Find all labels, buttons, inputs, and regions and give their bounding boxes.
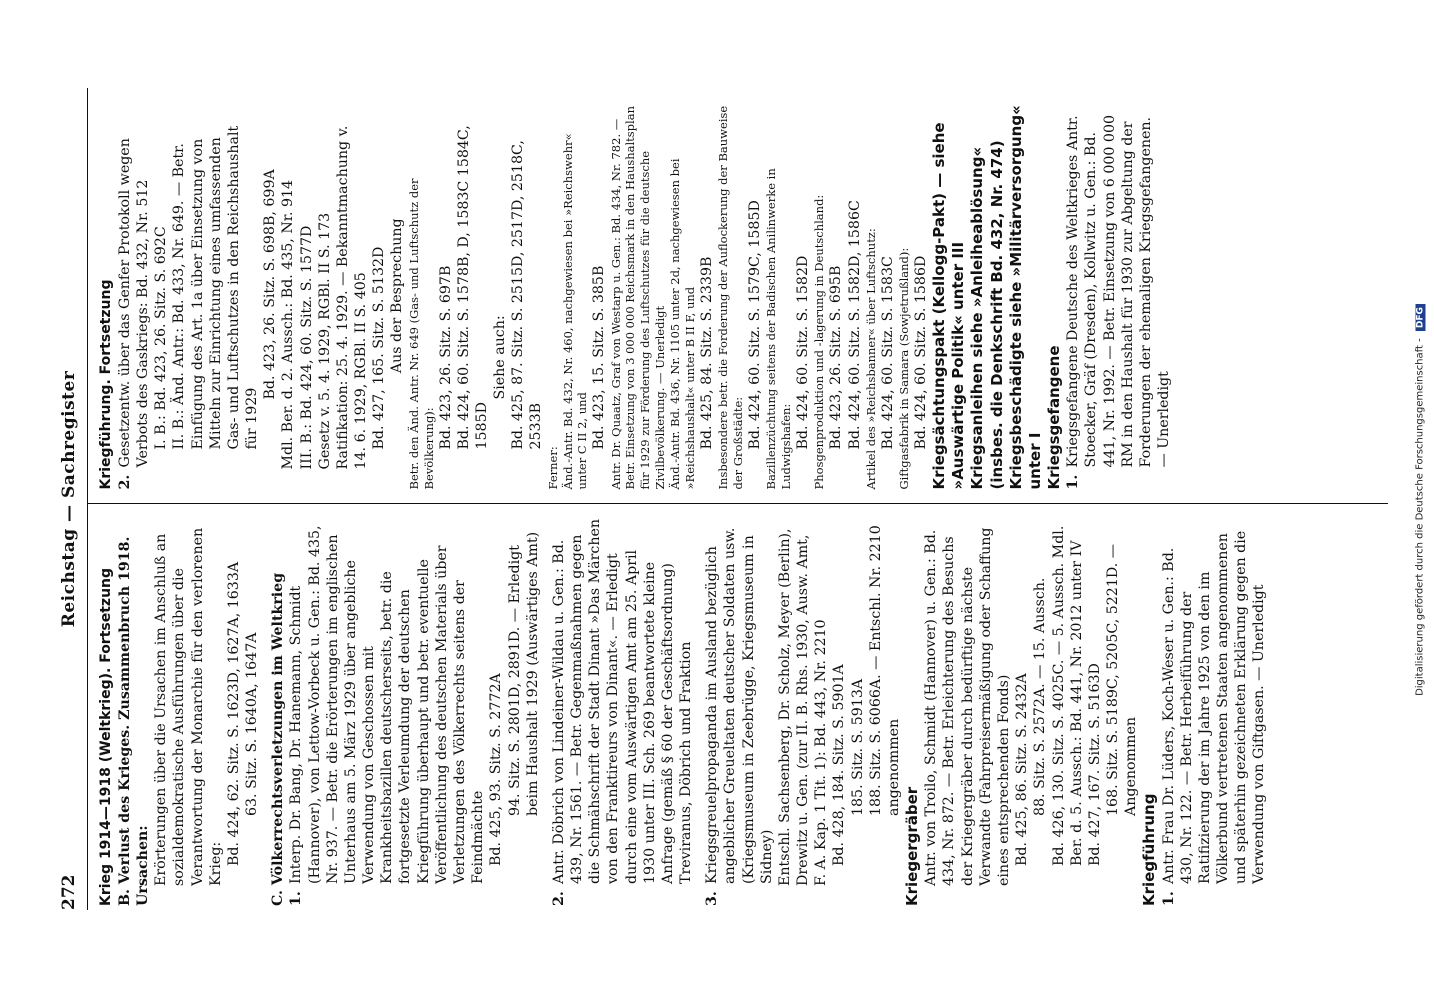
reference-line: Bd. 424, 62. Sitz. S. 1623D, 1627A, 1633A [225, 561, 242, 866]
keyword-heading: Krieg 1914—1918 (Weltkrieg). Fortsetzung [98, 567, 114, 906]
keyword-heading: Kriegergräber [903, 786, 922, 906]
entry-line: Mdl. Ber. d. 2. Aussch.: Bd. 435, Nr. 914 [280, 179, 297, 470]
note-line: Phosgenproduktion und -lagerung in Deutschland: [812, 194, 827, 490]
keyword-heading: Kriegführung. Fortsetzung [98, 279, 114, 490]
reference-line: Siehe auch: [492, 315, 509, 400]
reference-line: Bd. 423, 26. Sitz. S. 695B [828, 265, 845, 450]
note-line: Giftgasfabrik in Samara (Sowjetrußland): [896, 247, 911, 490]
entry-text: Gesetzentw. über das Genfer Protokoll wegen Verbots des Gaskriegs: Bd. 432, Nr. 512 [116, 138, 152, 468]
reference-line: Bd. 427, 165. Sitz. S. 5132D [371, 246, 388, 450]
spacer [695, 519, 703, 907]
entry-number: 1. [1065, 474, 1082, 490]
reference-line: Bd. 423, 26. Sitz. S. 698B, 699A [262, 169, 279, 400]
reference-line: 168. Sitz. S. 5189C, 5205C, 5221D. — Angenommen [1105, 544, 1140, 816]
entry-line: Erörterungen über die Ursachen im Anschluß an sozialdemokratische Ausführungen über die Verantwortung der Monarchie für den verlorenen Krieg: [153, 527, 224, 886]
reference-line: 188. Sitz. S. 6066A. — Entschl. Nr. 2210 angenommen [867, 525, 902, 816]
reference-line: Bd. 423, 15. Sitz. S. 385B [591, 265, 608, 450]
entry-text: Antr. Frau Dr. Lüders, Koch-Weser u. Gen.: Bd. 430, Nr. 122. — Betr. Herbeiführung der Ratifizierung der im Jahre 1925 von den im Völkerbund vertretenen Staaten angenommenen und späterhin gezeichneten Erklärung gegen die Verwendung von Giftgasen. — Unerledigt [1160, 530, 1268, 884]
entry-text: Kriegsgreuelpropaganda im Ausland bezüglich angeblicher Greueltaten deutscher Soldaten usw. (Kriegsmuseum in Zeebrügge, Kriegsmuseum in Sidney) [704, 527, 775, 884]
reference-line: Bd. 424, 60. Sitz. S. 1582D, 1586C [846, 200, 863, 450]
entry-number: 2. [550, 891, 567, 906]
reference-line: II. B.: Änd. Antr.: Bd. 433, Nr. 649. — Betr. Einfügung des Art. 1a über Einsetzung von Mitteln zur Einrichtung eines umfassenden Gas- und Luftschutzes in den Reichshaushalt für 1929 [171, 125, 261, 450]
note-line: Betr. den Änd. Antr. Nr. 649 (Gas- und Luftschutz der Bevölkerung): [406, 178, 436, 490]
note-line: Bazillenzüchtung seitens der Badischen Anilinwerke in Ludwigshafen: [764, 168, 794, 490]
entry-text: Kriegsgefangene Deutsche des Weltkrieges Antr. Stoecker, Gräf (Dresden), Kollwitz u. Gen.: Bd. 441, Nr. 1992. — Betr. Einsetzung von 6 000 000 RM in den Haushalt für 1930 zur Abgeltung der Forderungen der ehemaligen Kriegsgefangenen. — Unerledigt [1065, 114, 1173, 468]
reference-line: Bd. 426, 130. Sitz. S. 4025C. — 5. Aussch. Mdl. Ber. d. 5. Aussch.: Bd. 441, Nr. 2012 unter IV [1050, 525, 1085, 866]
reference-line: Bd. 424, 60. Sitz. S. 1586D [912, 255, 929, 450]
reference-line: Bd. 427, 167. Sitz. S. 5163D [1086, 663, 1103, 866]
reference-line: Bd. 424, 60. Sitz. S. 1578B, D, 1583C 1584C, 1585D [455, 125, 490, 450]
right-column [88, 88, 1388, 504]
entry-line: III. B.: Bd. 424, 60. Sitz. S. 1577D [298, 225, 315, 470]
note-line: Ferner: [545, 446, 560, 490]
reference-line: Bd. 424, 60. Sitz. S. 1582D [795, 255, 812, 450]
keyword-heading: Kriegsächtungspakt (Kellogg-Pakt) — siehe »Auswärtige Politik« unter III [929, 122, 968, 490]
entry-number: 3. [704, 891, 721, 906]
entry-line: Antr. von Troilo, Schmidt (Hannover) u. Gen.: Bd. 434, Nr. 872. — Betr. Erleichterung des Besuchs der Kriegergräber durch bedürftige nächste Verwandte (Fahrpreisermäßigung oder Schaffung eines entsprechenden Fonds) [923, 527, 1012, 886]
numbered-entry [703, 519, 776, 907]
spacer [542, 519, 550, 907]
section-heading: C. Völkerrechtsverletzungen im Weltkrieg [270, 572, 287, 906]
numbered-entry [1160, 519, 1269, 907]
reference-line: 63. Sitz. S. 1640A, 1647A [244, 632, 261, 816]
note-line: Insbesondere betr. die Forderung der Auflockerung der Bauweise der Großstädte: [716, 105, 746, 490]
entry-number: 1. [1160, 891, 1177, 906]
note-line: Artikel des »Reichsbanner« über Luftschutz: [863, 228, 878, 490]
numbered-entry [116, 102, 152, 490]
keyword-heading: Kriegsanleihen siehe »Anleiheablösung« (insbes. die Denkschrift Bd. 432, Nr. 474) [968, 140, 1006, 490]
note-line: Antr. Dr. Quaatz, Graf von Westarp u. Gen.: Bd. 434, Nr. 782. — Betr. Einsetzung von 3 000 000 Reichsmark in den Haushaltsplan für 1929 zur Förderung des Luftschutzes für die deutsche Zivilbevölkerung. — Unerledigt [608, 106, 668, 490]
digitization-credit [1410, 10, 1430, 990]
section-heading: B. Verlust des Krieges. Zusammenbruch 1918. Ursachen: [116, 536, 152, 906]
reference-line: Bd. 428, 184. Sitz. S. 5901A [831, 664, 848, 866]
reference-line: Bd. 424, 60. Sitz. S. 1583C [879, 256, 896, 450]
left-column [88, 504, 1388, 911]
entry-number: 1. [288, 891, 305, 906]
keyword-heading: Kriegsbeschädigte siehe »Militärversorgung« unter I [1006, 105, 1044, 490]
entry-number: 2. [116, 474, 133, 490]
entry-line: Ratifikation: 25. 4. 1929. — Bekanntmachung v. 14. 6. 1929, RGBl. II S. 405 [334, 125, 370, 470]
page-title: Reichstag — Sachregister [59, 370, 79, 628]
reference-line: Bd. 423, 26. Sitz. S. 697B [437, 265, 454, 450]
keyword-heading: Kriegsgefangene [1045, 345, 1064, 490]
keyword-heading: Kriegführung [1140, 793, 1159, 906]
subheading: Aus der Besprechung [389, 218, 406, 374]
reference-line: Bd. 424, 60. Sitz. S. 1579C, 1585D [747, 200, 764, 450]
page-number: 272 [59, 874, 79, 910]
credit-text: Digitalisierung gefördert durch die Deutsche Forschungsgemeinschaft - [1414, 338, 1426, 696]
columns [88, 88, 1388, 910]
numbered-entry [550, 519, 695, 907]
reference-line: Bd. 425, 84. Sitz. S. 2339B [699, 256, 716, 450]
numbered-entry [1064, 102, 1173, 490]
reference-line: 94. Sitz. S. 2801D, 2891D. — Erledigt beim Haushalt 1929 (Auswärtiges Amt) [506, 531, 541, 816]
entry-line: Gesetz v. 5. 4. 1929, RGBl. II S. 173 [316, 212, 333, 470]
reference-line: Bd. 425, 87. Sitz. S. 2515D, 2517D, 2518C, 2533B [510, 140, 545, 450]
reference-line: 88. Sitz. S. 2572A. — 15. Aussch. [1032, 577, 1049, 816]
reference-line: 185. Sitz. S. 5913A [849, 678, 866, 816]
entry-line: Entschl. Sachsenberg, Dr. Scholz, Meyer (Berlin), Drewitz u. Gen. (zur II. B. Rhs. 1930, Ausw. Amt, F. A. Kap. 1 Tit. 1): Bd. 443, Nr. 2210 [776, 528, 830, 886]
numbered-entry [287, 519, 487, 907]
reference-line: I. B.: Bd. 423, 26. Sitz. S. 692C [153, 226, 170, 450]
reference-line: Bd. 425, 93. Sitz. S. 2772A [488, 673, 505, 866]
spacer [261, 519, 269, 907]
entry-text: Antr. Döbrich von Lindeiner-Wildau u. Gen.: Bd. 439, Nr. 1561. — Betr. Gegenmaßnahmen gegen die Schmähschrift der Stadt Dinant »Das Märchen von den Franktireurs von Dinant«. — Erledigt durch eine vom Auswärtigen Amt am 25. April 1930 unter III. Sch. 269 beantwortete kleine Anfrage (gemäß § 60 der Geschäftsordnung) Treviranus, Döbrich und Fraktion [550, 518, 695, 884]
reference-line: Bd. 425, 86. Sitz. S. 2432A [1014, 673, 1031, 866]
entry-text: Interp. Dr. Bang, Dr. Hanemann, Schmidt (Hannover), von Lettow-Vorbeck u. Gen.: Bd. 435, Nr. 937. — Betr. die Erörterungen im englischen Unterhaus am 5. März 1929 über angebliche Verwendung von Geschossen mit Krankheitsbazillen deutscherseits, betr. die fortgesetzte Verleumdung der deutschen Kriegführung überhaupt und betr. eventuelle Veröffentlichung des deutschen Materials über Verletzungen des Völkerrechts seitens der Feindmächte [288, 525, 487, 884]
note-line: Änd.-Antr. Bd. 432, Nr. 460, nachgewiesen bei »Reichswehr« unter C II 2, und [560, 133, 590, 490]
page-header [59, 88, 88, 910]
document-page [37, 70, 1397, 930]
dfg-logo: DFG [1416, 304, 1426, 331]
note-line: Änd.-Antr. Bd. 436, Nr. 1105 unter 2d, nachgewiesen bei »Reichshaushalt« unter B II F, und [668, 158, 698, 490]
